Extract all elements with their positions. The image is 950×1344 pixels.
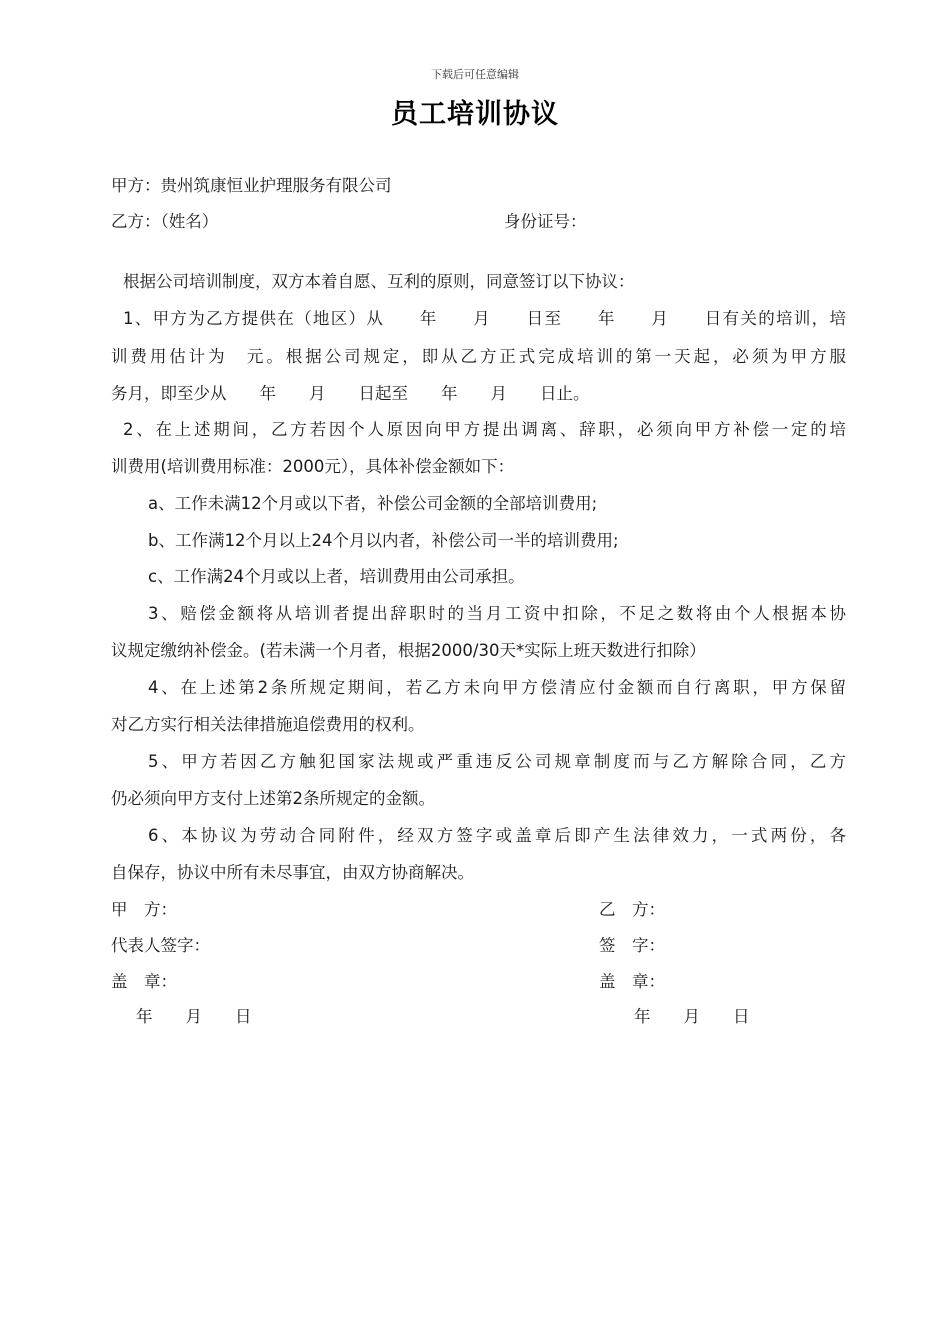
- clause-1-line-2: 训费用估计为 元。根据公司规定，即从乙方正式完成培训的第一天起，必须为甲方服: [111, 347, 846, 366]
- clause-3-line-2: 议规定缴纳补偿金。(若未满一个月者，根据2000/30天*实际上班天数进行扣除）: [111, 641, 706, 660]
- header-note: 下载后可任意编辑: [431, 68, 519, 81]
- document-title: 员工培训协议: [391, 99, 559, 130]
- clause-6-line-1: 6、本协议为劳动合同附件，经双方签字或盖章后即产生法律效力，一式两份，各: [148, 826, 846, 845]
- signature-sign-b: 签 字：: [599, 936, 665, 955]
- clause-2-item-b: b、工作满12个月以上24个月以内者，补偿公司一半的培训费用;: [148, 531, 619, 550]
- signature-date-b: 年 月 日: [634, 1007, 750, 1026]
- clause-1-line-3: 务月，即至少从 年 月 日起至 年 月 日止。: [111, 384, 590, 403]
- signature-seal-b: 盖 章：: [599, 972, 665, 991]
- signature-seal-a: 盖 章：: [111, 972, 177, 991]
- clause-4-line-2: 对乙方实行相关法律措施追偿费用的权利。: [111, 715, 425, 734]
- clause-5-line-2: 仍必须向甲方支付上述第2条所规定的金额。: [111, 789, 435, 808]
- clause-1-line-1: 1、甲方为乙方提供在（地区）从 年 月 日至 年 月 日有关的培训，培: [123, 309, 846, 328]
- intro-paragraph: 根据公司培训制度，双方本着自愿、互利的原则，同意签订以下协议：: [123, 272, 635, 291]
- clause-2-item-c: c、工作满24个月或以上者，培训费用由公司承担。: [148, 567, 525, 586]
- signature-party-a: 甲 方：: [111, 900, 177, 919]
- party-b-line: 乙方：（姓名）: [111, 212, 219, 231]
- clause-6-line-2: 自保存，协议中所有未尽事宜，由双方协商解决。: [111, 863, 474, 882]
- signature-party-b: 乙 方：: [599, 900, 665, 919]
- clause-2-item-a: a、工作未满12个月或以下者，补偿公司金额的全部培训费用;: [148, 494, 598, 513]
- signature-representative: 代表人签字：: [111, 936, 210, 955]
- clause-2-line-2: 训费用(培训费用标准：2000元），具体补偿金额如下：: [111, 457, 515, 476]
- id-number-label: 身份证号：: [504, 212, 587, 231]
- clause-3-line-1: 3、赔偿金额将从培训者提出辞职时的当月工资中扣除，不足之数将由个人根据本协: [148, 604, 846, 623]
- clause-2-line-1: 2、在上述期间，乙方若因个人原因向甲方提出调离、辞职，必须向甲方补偿一定的培: [123, 420, 846, 439]
- party-a-line: 甲方：贵州筑康恒业护理服务有限公司: [111, 176, 392, 195]
- signature-date-a: 年 月 日: [136, 1007, 252, 1026]
- clause-5-line-1: 5、甲方若因乙方触犯国家法规或严重违反公司规章制度而与乙方解除合同，乙方: [148, 752, 846, 771]
- clause-4-line-1: 4、在上述第2条所规定期间，若乙方未向甲方偿清应付金额而自行离职，甲方保留: [148, 678, 846, 697]
